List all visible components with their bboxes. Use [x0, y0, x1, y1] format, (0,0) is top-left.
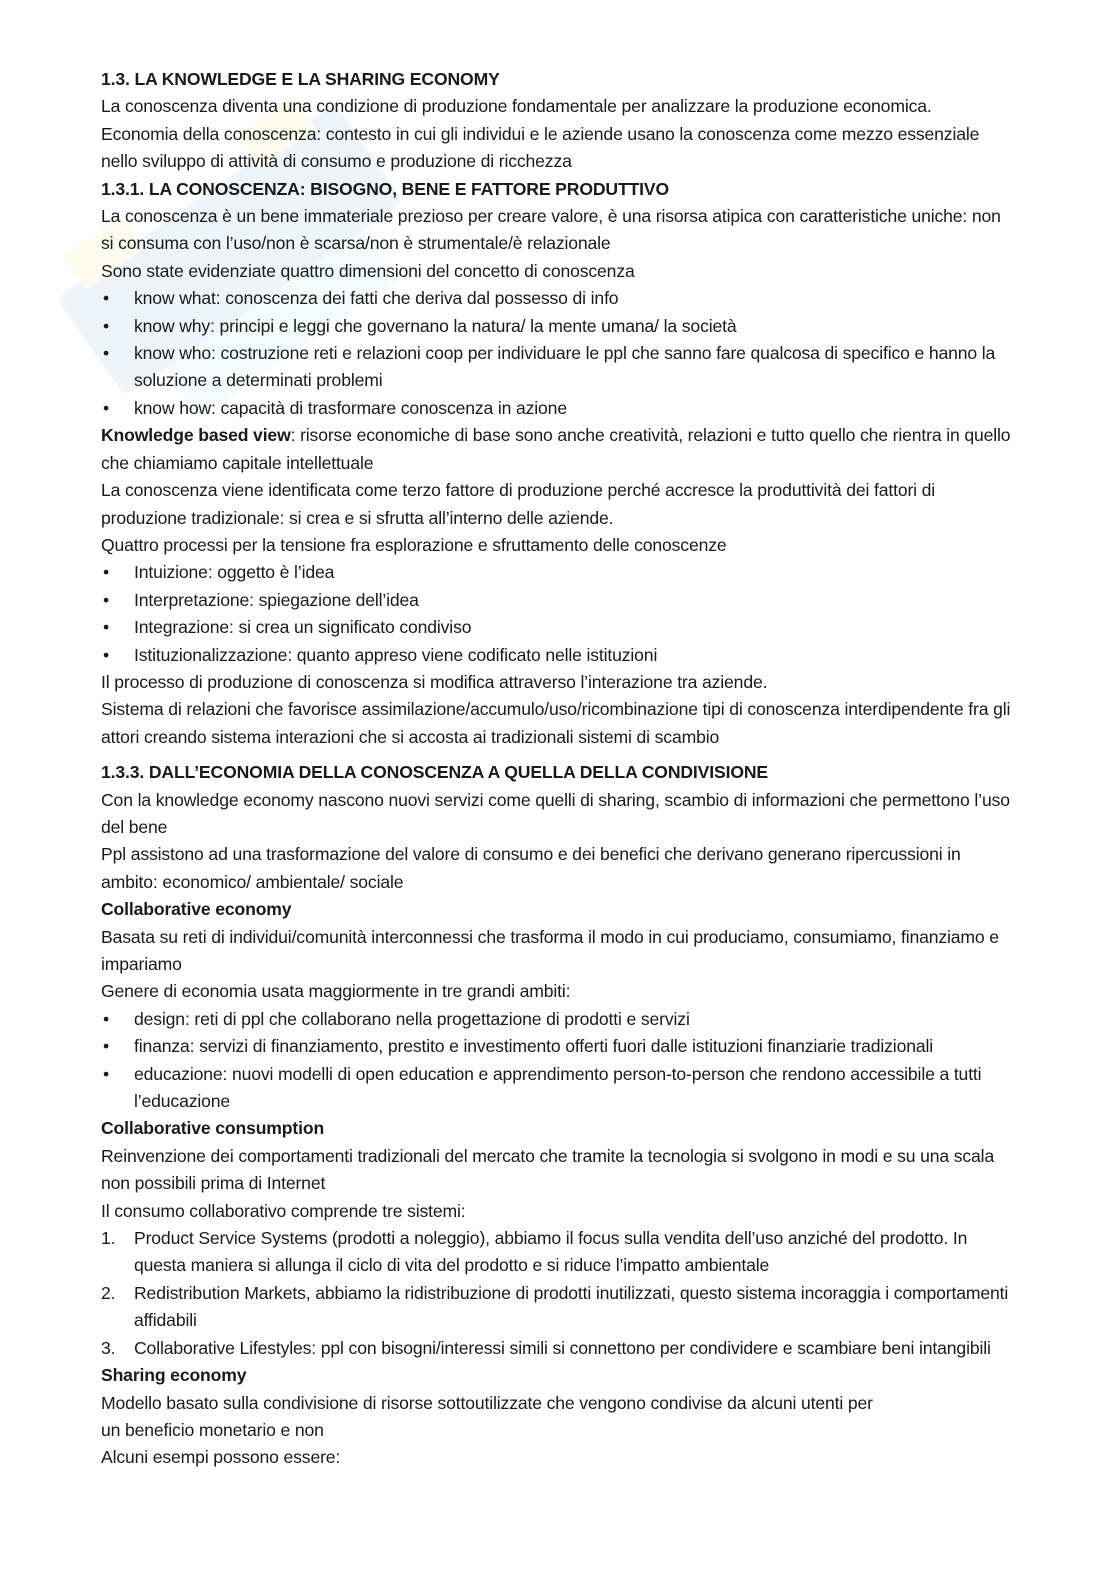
- list-item: 3. Collaborative Lifestyles: ppl con bisogni/interessi simili si connettono per condividere e scambiare beni intangibili: [101, 1335, 1011, 1362]
- section-heading: 1.3. LA KNOWLEDGE E LA SHARING ECONOMY: [101, 69, 500, 89]
- bullet-icon: •: [103, 617, 110, 638]
- bullet-icon: •: [103, 288, 110, 309]
- paragraph: Sono state evidenziate quattro dimensioni del concetto di conoscenza: [101, 260, 635, 281]
- paragraph: Ppl assistono ad una trasformazione del valore di consumo e dei benefici che derivano generano ripercussioni in ambito: economico/ ambientale/ sociale: [101, 844, 961, 892]
- list-item: • design: reti di ppl che collaborano nella progettazione di prodotti e servizi: [101, 1006, 1011, 1033]
- paragraph: Genere di economia usata maggiormente in tre grandi ambiti:: [101, 981, 571, 1002]
- paragraph: Il consumo collaborativo comprende tre sistemi:: [101, 1200, 466, 1221]
- subsection-heading: 1.3.3. DALL’ECONOMIA DELLA CONOSCENZA A QUELLA DELLA CONDIVISIONE: [101, 762, 768, 783]
- list-item: • Intuizione: oggetto è l’idea: [101, 559, 1011, 586]
- document-content: [101, 66, 1011, 1472]
- paragraph: Quattro processi per la tensione fra esplorazione e sfruttamento delle conoscenze: [101, 534, 727, 555]
- list-item: • Interpretazione: spiegazione dell’idea: [101, 587, 1011, 614]
- list-item: • finanza: servizi di finanziamento, prestito e investimento offerti fuori dalle istituzioni finanziarie tradizionali: [101, 1033, 1011, 1060]
- paragraph: Alcuni esempi possono essere:: [101, 1447, 341, 1468]
- topic-heading: Collaborative consumption: [101, 1118, 325, 1139]
- bullet-icon: •: [103, 343, 110, 364]
- list-item: • know why: principi e leggi che governano la natura/ la mente umana/ la società: [101, 313, 1011, 340]
- bullet-icon: •: [103, 1008, 110, 1029]
- list-item: • Istituzionalizzazione: quanto appreso viene codificato nelle istituzioni: [101, 642, 1011, 669]
- paragraph: Con la knowledge economy nascono nuovi servizi come quelli di sharing, scambio di informazioni che permettono l’uso del bene: [101, 789, 1010, 837]
- bullet-list-processes: [101, 559, 1011, 669]
- paragraph: Economia della conoscenza: contesto in cui gli individui e le aziende usano la conoscenza come mezzo essenziale nello sviluppo di attività di consumo e produzione di ricchezza: [101, 123, 980, 172]
- paragraph: un beneficio monetario e non: [101, 1419, 324, 1440]
- list-item: • know who: costruzione reti e relazioni coop per individuare le ppl che sanno fare qualcosa di specifico e hanno la soluzione a determinati problemi: [101, 340, 1011, 395]
- list-item: 2. Redistribution Markets, abbiamo la ridistribuzione di prodotti inutilizzati, questo sistema incoraggia i comportamenti affidabili: [101, 1280, 1011, 1335]
- paragraph: Basata su reti di individui/comunità interconnessi che trasforma il modo in cui produciamo, consumiamo, finanziamo e impariamo: [101, 926, 999, 974]
- bullet-icon: •: [103, 1063, 110, 1084]
- list-item: 1. Product Service Systems (prodotti a noleggio), abbiamo il focus sulla vendita dell’uso anziché del prodotto. In questa maniera si allunga il ciclo di vita del prodotto e si riduce l’impatto ambientale: [101, 1225, 1011, 1280]
- list-item: • Integrazione: si crea un significato condiviso: [101, 614, 1011, 641]
- list-item: • know what: conoscenza dei fatti che deriva dal possesso di info: [101, 285, 1011, 312]
- page-header-mark: [520, 0, 600, 6]
- bullet-icon: •: [103, 397, 110, 418]
- bullet-icon: •: [103, 644, 110, 665]
- topic-heading: Sharing economy: [101, 1365, 247, 1386]
- list-item: • educazione: nuovi modelli di open education e apprendimento person-to-person che rendono accessibile a tutti l’educazione: [101, 1061, 1011, 1116]
- list-number: 2.: [101, 1282, 116, 1303]
- paragraph: Modello basato sulla condivisione di risorse sottoutilizzate che vengono condivise da alcuni utenti per: [101, 1392, 873, 1413]
- list-number: 1.: [101, 1228, 116, 1249]
- numbered-list-systems: [101, 1225, 1011, 1362]
- bullet-icon: •: [103, 562, 110, 583]
- bullet-icon: •: [103, 589, 110, 610]
- bullet-list-dimensions: [101, 285, 1011, 422]
- topic-heading: Collaborative economy: [101, 899, 292, 920]
- paragraph: La conoscenza è un bene immateriale prezioso per creare valore, è una risorsa atipica con caratteristiche uniche: non si consuma con l’uso/non è scarsa/non è strumentale/è relazionale: [101, 206, 1001, 254]
- paragraph: La conoscenza diventa una condizione di produzione fondamentale per analizzare la produzione economica.: [101, 96, 932, 117]
- paragraph-kbv: Knowledge based view: risorse economiche di base sono anche creatività, relazioni e tutto quello che rientra in quello che chiamiamo capitale intellettuale: [101, 425, 1011, 473]
- paragraph: Reinvenzione dei comportamenti tradizionali del mercato che tramite la tecnologia si svolgono in modi e su una scala non possibili prima di Internet: [101, 1145, 995, 1194]
- subsection-heading: 1.3.1. LA CONOSCENZA: BISOGNO, BENE E FATTORE PRODUTTIVO: [101, 178, 670, 199]
- list-item: • know how: capacità di trasformare conoscenza in azione: [101, 395, 1011, 422]
- list-number: 3.: [101, 1337, 116, 1358]
- paragraph: Il processo di produzione di conoscenza si modifica attraverso l’interazione tra aziende.: [101, 671, 768, 692]
- bullet-icon: •: [103, 1036, 110, 1057]
- bullet-list-areas: [101, 1006, 1011, 1116]
- paragraph: Sistema di relazioni che favorisce assimilazione/accumulo/uso/ricombinazione tipi di conoscenza interdipendente fra gli attori creando sistema interazioni che si accosta ai tradizionali sistemi di scambio: [101, 699, 1011, 747]
- bullet-icon: •: [103, 315, 110, 336]
- paragraph: La conoscenza viene identificata come terzo fattore di produzione perché accresce la produttività dei fattori di produzione tradizionale: si crea e si sfrutta all’interno delle aziende.: [101, 480, 936, 528]
- term-knowledge-based-view: Knowledge based view: [101, 425, 291, 446]
